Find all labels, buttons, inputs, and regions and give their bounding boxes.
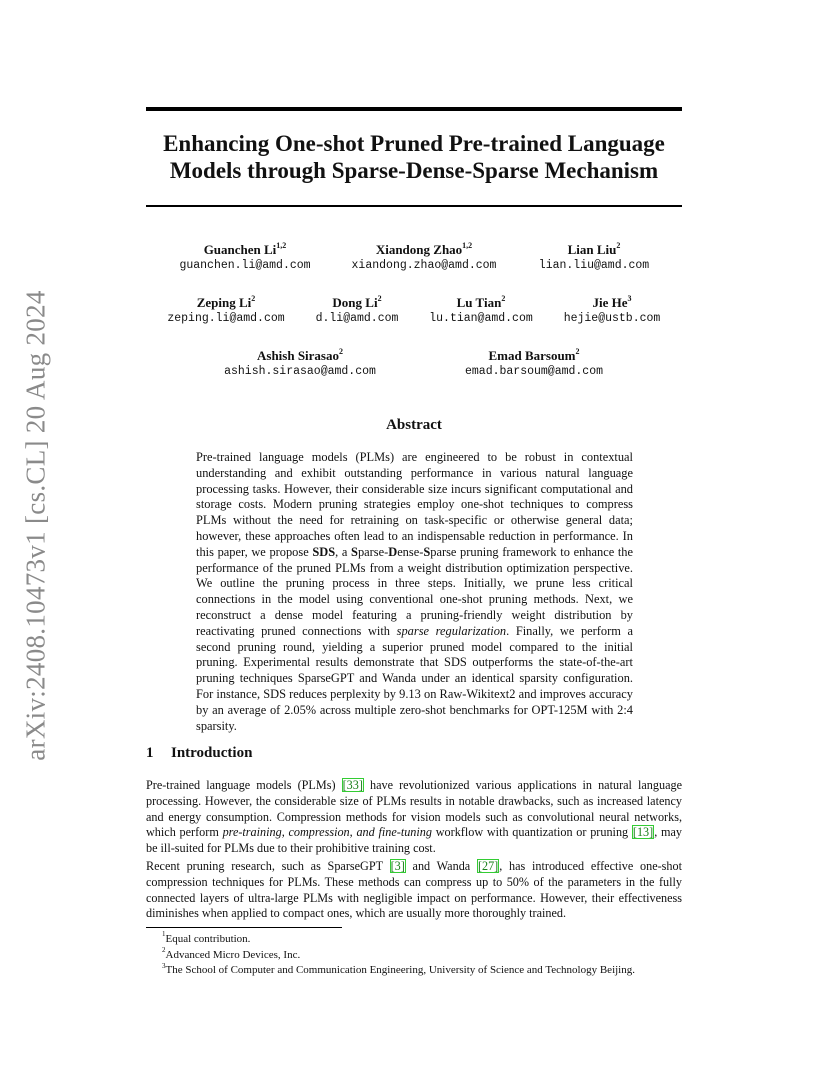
author-block bbox=[465, 347, 603, 380]
author-name: Ashish Sirasao bbox=[256, 348, 339, 363]
sds-term: SDS bbox=[312, 544, 336, 559]
title-rule-bottom bbox=[146, 205, 682, 207]
footnote: $^1$Equal contribution. bbox=[162, 930, 251, 945]
author-email[interactable]: lu.tian@amd.com bbox=[429, 312, 533, 325]
author-email[interactable]: hejie@ustb.com bbox=[563, 312, 661, 325]
footnotes bbox=[162, 932, 635, 979]
section-number: 1 bbox=[146, 745, 154, 761]
author-name: Lu Tian bbox=[456, 295, 502, 310]
footnote-rule bbox=[146, 927, 342, 928]
author-block bbox=[564, 294, 661, 327]
author-name: Jie He bbox=[592, 295, 628, 310]
author-affiliation: 1,2 bbox=[276, 240, 287, 250]
author-name: Emad Barsoum bbox=[488, 348, 576, 363]
author-block bbox=[316, 294, 399, 327]
title-line-2: Models through Sparse-Dense-Sparse Mechanism bbox=[169, 158, 659, 183]
arxiv-stamp bbox=[14, 290, 58, 760]
author-name: Xiandong Zhao bbox=[375, 242, 463, 257]
citation-link[interactable]: [27] bbox=[477, 859, 499, 873]
footnote: $^2$Advanced Micro Devices, Inc. bbox=[162, 945, 301, 961]
author-affiliation: 2 bbox=[501, 293, 506, 303]
author-affiliation: 2 bbox=[338, 346, 343, 356]
citation-link[interactable]: [3] bbox=[390, 859, 405, 873]
author-block bbox=[429, 294, 533, 327]
author-name: Dong Li bbox=[332, 295, 378, 310]
emphasis-text: pre-training, compression, and fine-tuning bbox=[222, 825, 432, 840]
intro-paragraph-2: Recent pruning research, such as SparseGPT [3] and Wanda [27], has introduced effective one-shot compression techniques for PLMs. These methods can compress up to 50% of the parameters in the fully connected layers of ultra-large PLMs with negligible impact on performance. However, their effectiveness diminishes when applied to compact ones, which are usually more thoroughly trained. bbox=[146, 859, 682, 921]
author-email[interactable]: emad.barsoum@amd.com bbox=[464, 365, 604, 378]
author-email[interactable]: xiandong.zhao@amd.com bbox=[351, 259, 497, 272]
author-affiliation: 2 bbox=[251, 293, 256, 303]
author-block bbox=[539, 241, 649, 274]
author-email[interactable]: ashish.sirasao@amd.com bbox=[224, 365, 376, 378]
author-block bbox=[167, 294, 284, 327]
author-affiliation: 2 bbox=[575, 346, 580, 356]
paper-title bbox=[146, 130, 682, 184]
arxiv-stamp-text: arXiv:2408.10473v1 [cs.CL] 20 Aug 2024 bbox=[20, 289, 51, 761]
author-affiliation: 3 bbox=[627, 293, 632, 303]
author-affiliation: 2 bbox=[616, 240, 621, 250]
citation-link[interactable]: [33] bbox=[342, 778, 363, 792]
author-email[interactable]: zeping.li@amd.com bbox=[167, 312, 285, 325]
author-affiliation: 2 bbox=[377, 293, 382, 303]
abstract-text: Pre-trained language models (PLMs) are engineered to be robust in contextual understanding and exhibit outstanding performance in various natural language processing tasks. However, their considerable size incurs significant computational and storage costs. Modern pruning strategies employ one-shot techniques to compress PLMs without the need for retraining on task-specific or otherwise general data; however, these approaches often lead to an indispensable reduction in performance. In this paper, we propose SDS, a Sparse-Dense-Sparse pruning framework to enhance the performance of the pruned PLMs from a weight distribution optimization perspective. We outline the pruning process in three steps. Initially, we prune less critical connections in the model using conventional one-shot pruning methods. Next, we reconstruct a dense model featuring a pruning-friendly weight distribution by reactivating pruned connections with sparse regularization. Finally, we perform a second pruning round, yielding a superior pruned model compared to the initial pruning. Experimental results demonstrate that SDS outperforms the state-of-the-art pruning techniques SparseGPT and Wanda under an identical sparsity configuration. For instance, SDS reduces perplexity by 9.13 on Raw-Wikitext2 and improves accuracy by an average of 2.05% across multiple zero-shot benchmarks for OPT-125M with 2:4 sparsity. bbox=[196, 450, 634, 733]
footnote: $^3$The School of Computer and Communication Engineering, University of Science and Technology Beijing. bbox=[162, 961, 635, 977]
intro-paragraph-1: Pre-trained language models (PLMs) [33] have revolutionized various applications in natural language processing. However, the considerable size of PLMs results in notable drawbacks, such as increased latency and energy consumption. Compression methods for vision models such as convolutional neural networks, which perform pre-training, compression, and fine-tuning workflow with quantization or pruning [13], may be ill-suited for PLMs due to their prohibitive training cost. bbox=[146, 778, 682, 856]
title-line-1: Enhancing One-shot Pruned Pre-trained Language bbox=[163, 131, 665, 156]
author-email[interactable]: d.li@amd.com bbox=[315, 312, 399, 325]
author-block bbox=[179, 241, 310, 274]
author-email[interactable]: lian.liu@amd.com bbox=[538, 259, 650, 272]
title-rule-top bbox=[146, 107, 682, 111]
author-block bbox=[352, 241, 497, 274]
author-name: Lian Liu bbox=[567, 242, 617, 257]
author-affiliation: 1,2 bbox=[462, 240, 473, 250]
abstract-heading: Abstract bbox=[386, 417, 442, 433]
emphasis-text: sparse regularization bbox=[396, 623, 507, 638]
author-block bbox=[224, 347, 376, 380]
author-name: Zeping Li bbox=[196, 295, 252, 310]
author-name: Guanchen Li bbox=[203, 242, 277, 257]
author-email[interactable]: guanchen.li@amd.com bbox=[179, 259, 311, 272]
section-title: Introduction bbox=[171, 745, 253, 761]
section-heading bbox=[146, 745, 252, 762]
citation-link[interactable]: [13] bbox=[632, 825, 654, 840]
